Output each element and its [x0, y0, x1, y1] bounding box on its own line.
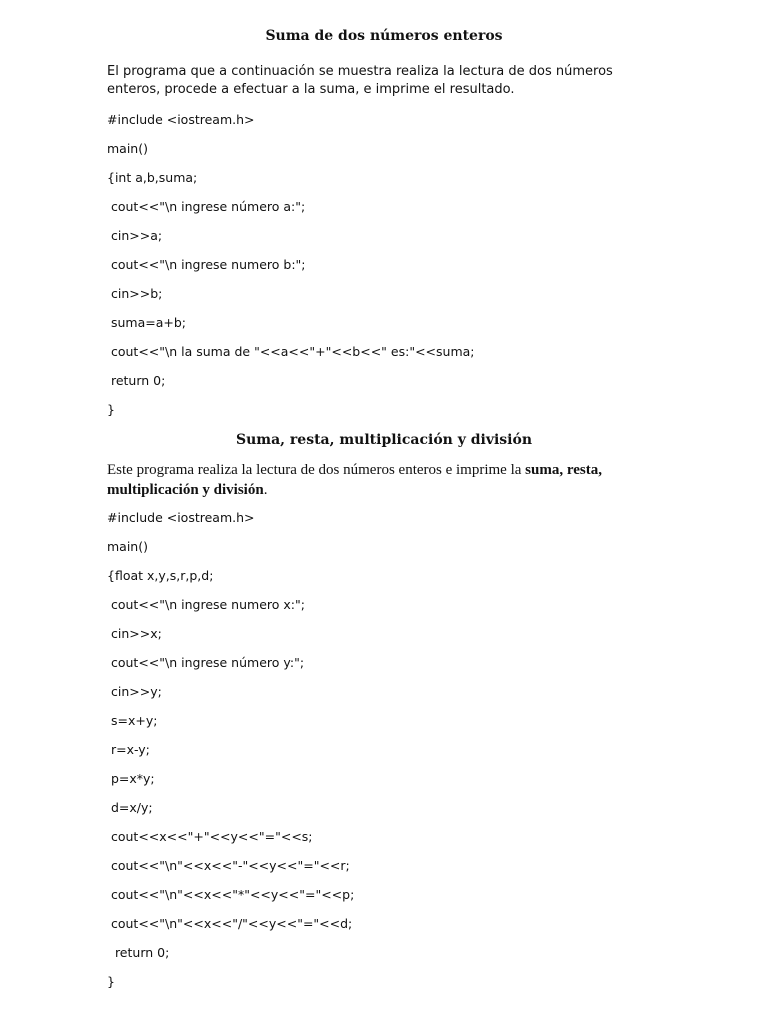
- code-line: cout<<"\n la suma de "<<a<<"+"<<b<<" es:"<<suma;: [107, 344, 475, 359]
- code-line: s=x+y;: [107, 713, 158, 728]
- section-title: Suma, resta, multiplicación y división: [235, 432, 532, 448]
- code-line: {float x,y,s,r,p,d;: [107, 568, 214, 583]
- code-line: cin>>b;: [107, 286, 163, 301]
- code-line: main(): [107, 539, 148, 554]
- code-line: cout<<"\n"<<x<<"*"<<y<<"="<<p;: [107, 887, 355, 902]
- code-line: cin>>x;: [107, 626, 162, 641]
- intro-paragraph: El programa que a continuación se muestra realiza la lectura de dos números enteros, procede a efectuar a la suma, e imprime el resultado.: [107, 64, 617, 97]
- code-line: cin>>y;: [107, 684, 162, 699]
- code-line: cout<<"\n"<<x<<"/"<<y<<"="<<d;: [107, 916, 353, 931]
- code-line: cout<<x<<"+"<<y<<"="<<s;: [107, 829, 313, 844]
- code-line: d=x/y;: [107, 800, 153, 815]
- code-line: }: [107, 402, 115, 417]
- code-line: cout<<"\n ingrese numero x:";: [107, 597, 305, 612]
- code-line: r=x-y;: [107, 742, 150, 757]
- code-line: main(): [107, 141, 148, 156]
- code-line: return 0;: [107, 945, 170, 960]
- code-line: cin>>a;: [107, 228, 163, 243]
- code-line: cout<<"\n ingrese número a:";: [107, 199, 306, 214]
- intro-text: Este programa realiza la lectura de dos números enteros e imprime la: [107, 462, 526, 478]
- code-line: suma=a+b;: [107, 315, 186, 330]
- code-line: cout<<"\n ingrese número y:";: [107, 655, 305, 670]
- code-line: }: [107, 974, 115, 989]
- code-line: return 0;: [107, 373, 166, 388]
- section-title: Suma de dos números enteros: [265, 28, 503, 44]
- intro-paragraph: [107, 460, 667, 500]
- code-line: #include <iostream.h>: [107, 112, 255, 127]
- code-line: {int a,b,suma;: [107, 170, 198, 185]
- code-line: cout<<"\n"<<x<<"-"<<y<<"="<<r;: [107, 858, 350, 873]
- code-line: p=x*y;: [107, 771, 155, 786]
- intro-bold-text: suma, resta, multiplicación y división: [107, 462, 602, 498]
- code-line: cout<<"\n ingrese numero b:";: [107, 257, 306, 272]
- intro-end-text: .: [263, 482, 268, 498]
- code-line: #include <iostream.h>: [107, 510, 255, 525]
